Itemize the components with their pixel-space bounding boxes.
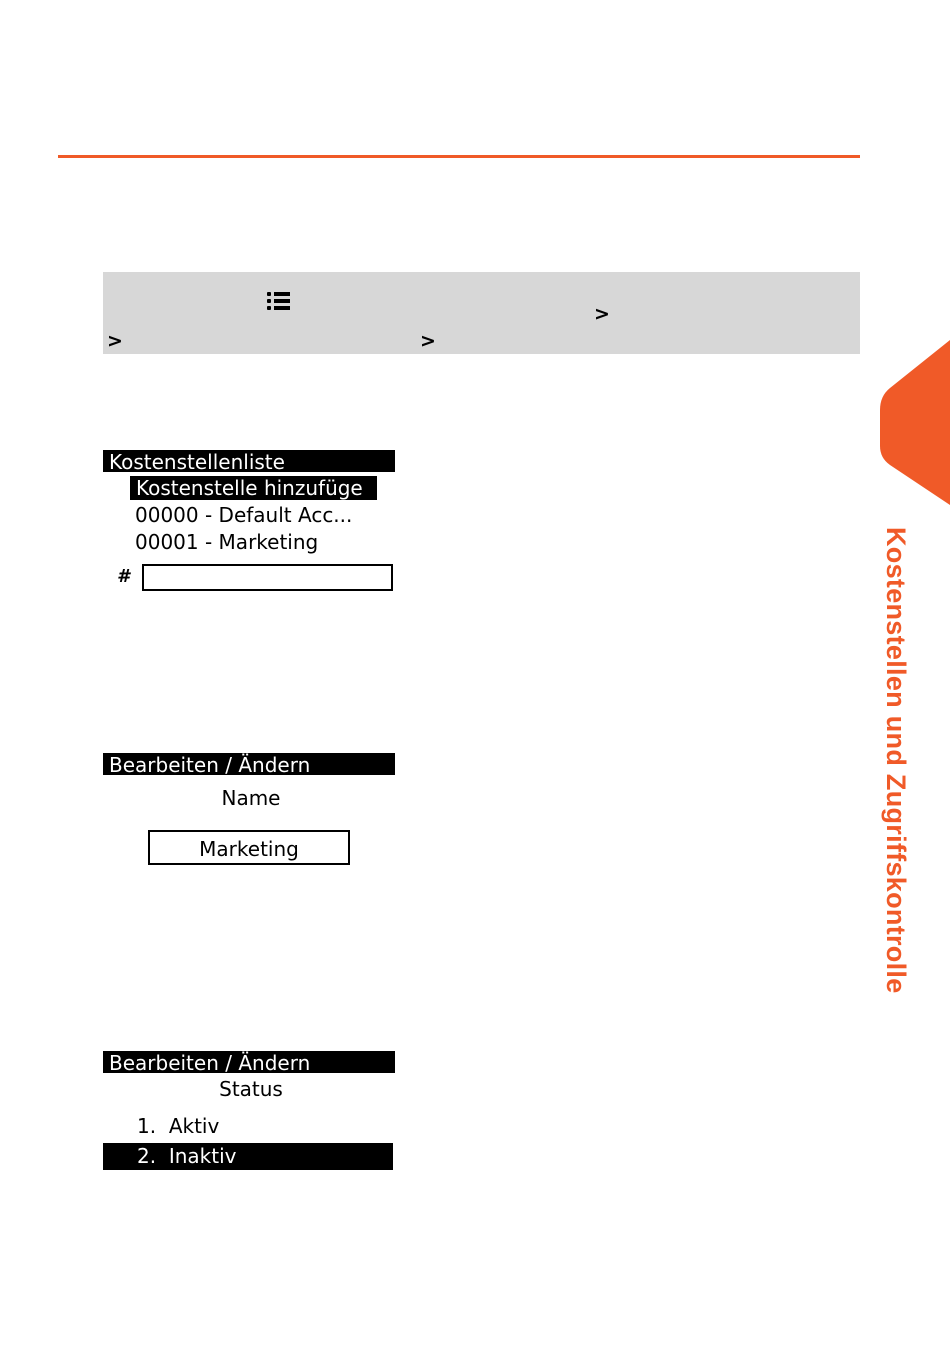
option-label: Aktiv [168, 1114, 220, 1138]
screen-title: Kostenstellenliste [103, 450, 395, 472]
path-separator: > [420, 330, 436, 352]
account-number-input[interactable] [142, 564, 393, 591]
menu-list-icon [267, 292, 291, 310]
input-value: Marketing [199, 837, 299, 861]
path-separator: > [594, 303, 610, 325]
list-item-account[interactable]: 00001 - Marketing [135, 530, 319, 554]
chapter-tab-shape [880, 340, 950, 505]
field-label: Status [219, 1077, 283, 1101]
status-option-active[interactable] [137, 1116, 219, 1136]
status-option-inactive[interactable] [103, 1143, 393, 1170]
option-label: Inaktiv [168, 1144, 237, 1168]
option-number: 1. [137, 1114, 157, 1138]
name-input[interactable] [148, 830, 350, 865]
chapter-label: Kostenstellen und Zugriffskontrolle [881, 527, 911, 994]
screen-title: Bearbeiten / Ändern [103, 753, 395, 775]
section-divider [58, 155, 860, 158]
option-number: 2. [137, 1144, 157, 1168]
list-item-add-account[interactable]: Kostenstelle hinzufüge [130, 476, 377, 500]
number-prefix: # [117, 566, 130, 587]
field-label: Name [221, 786, 281, 810]
list-item-account[interactable]: 00000 - Default Acc... [135, 503, 353, 527]
navigation-path-box [103, 272, 860, 354]
screen-title: Bearbeiten / Ändern [103, 1051, 395, 1073]
path-separator: > [107, 330, 123, 352]
